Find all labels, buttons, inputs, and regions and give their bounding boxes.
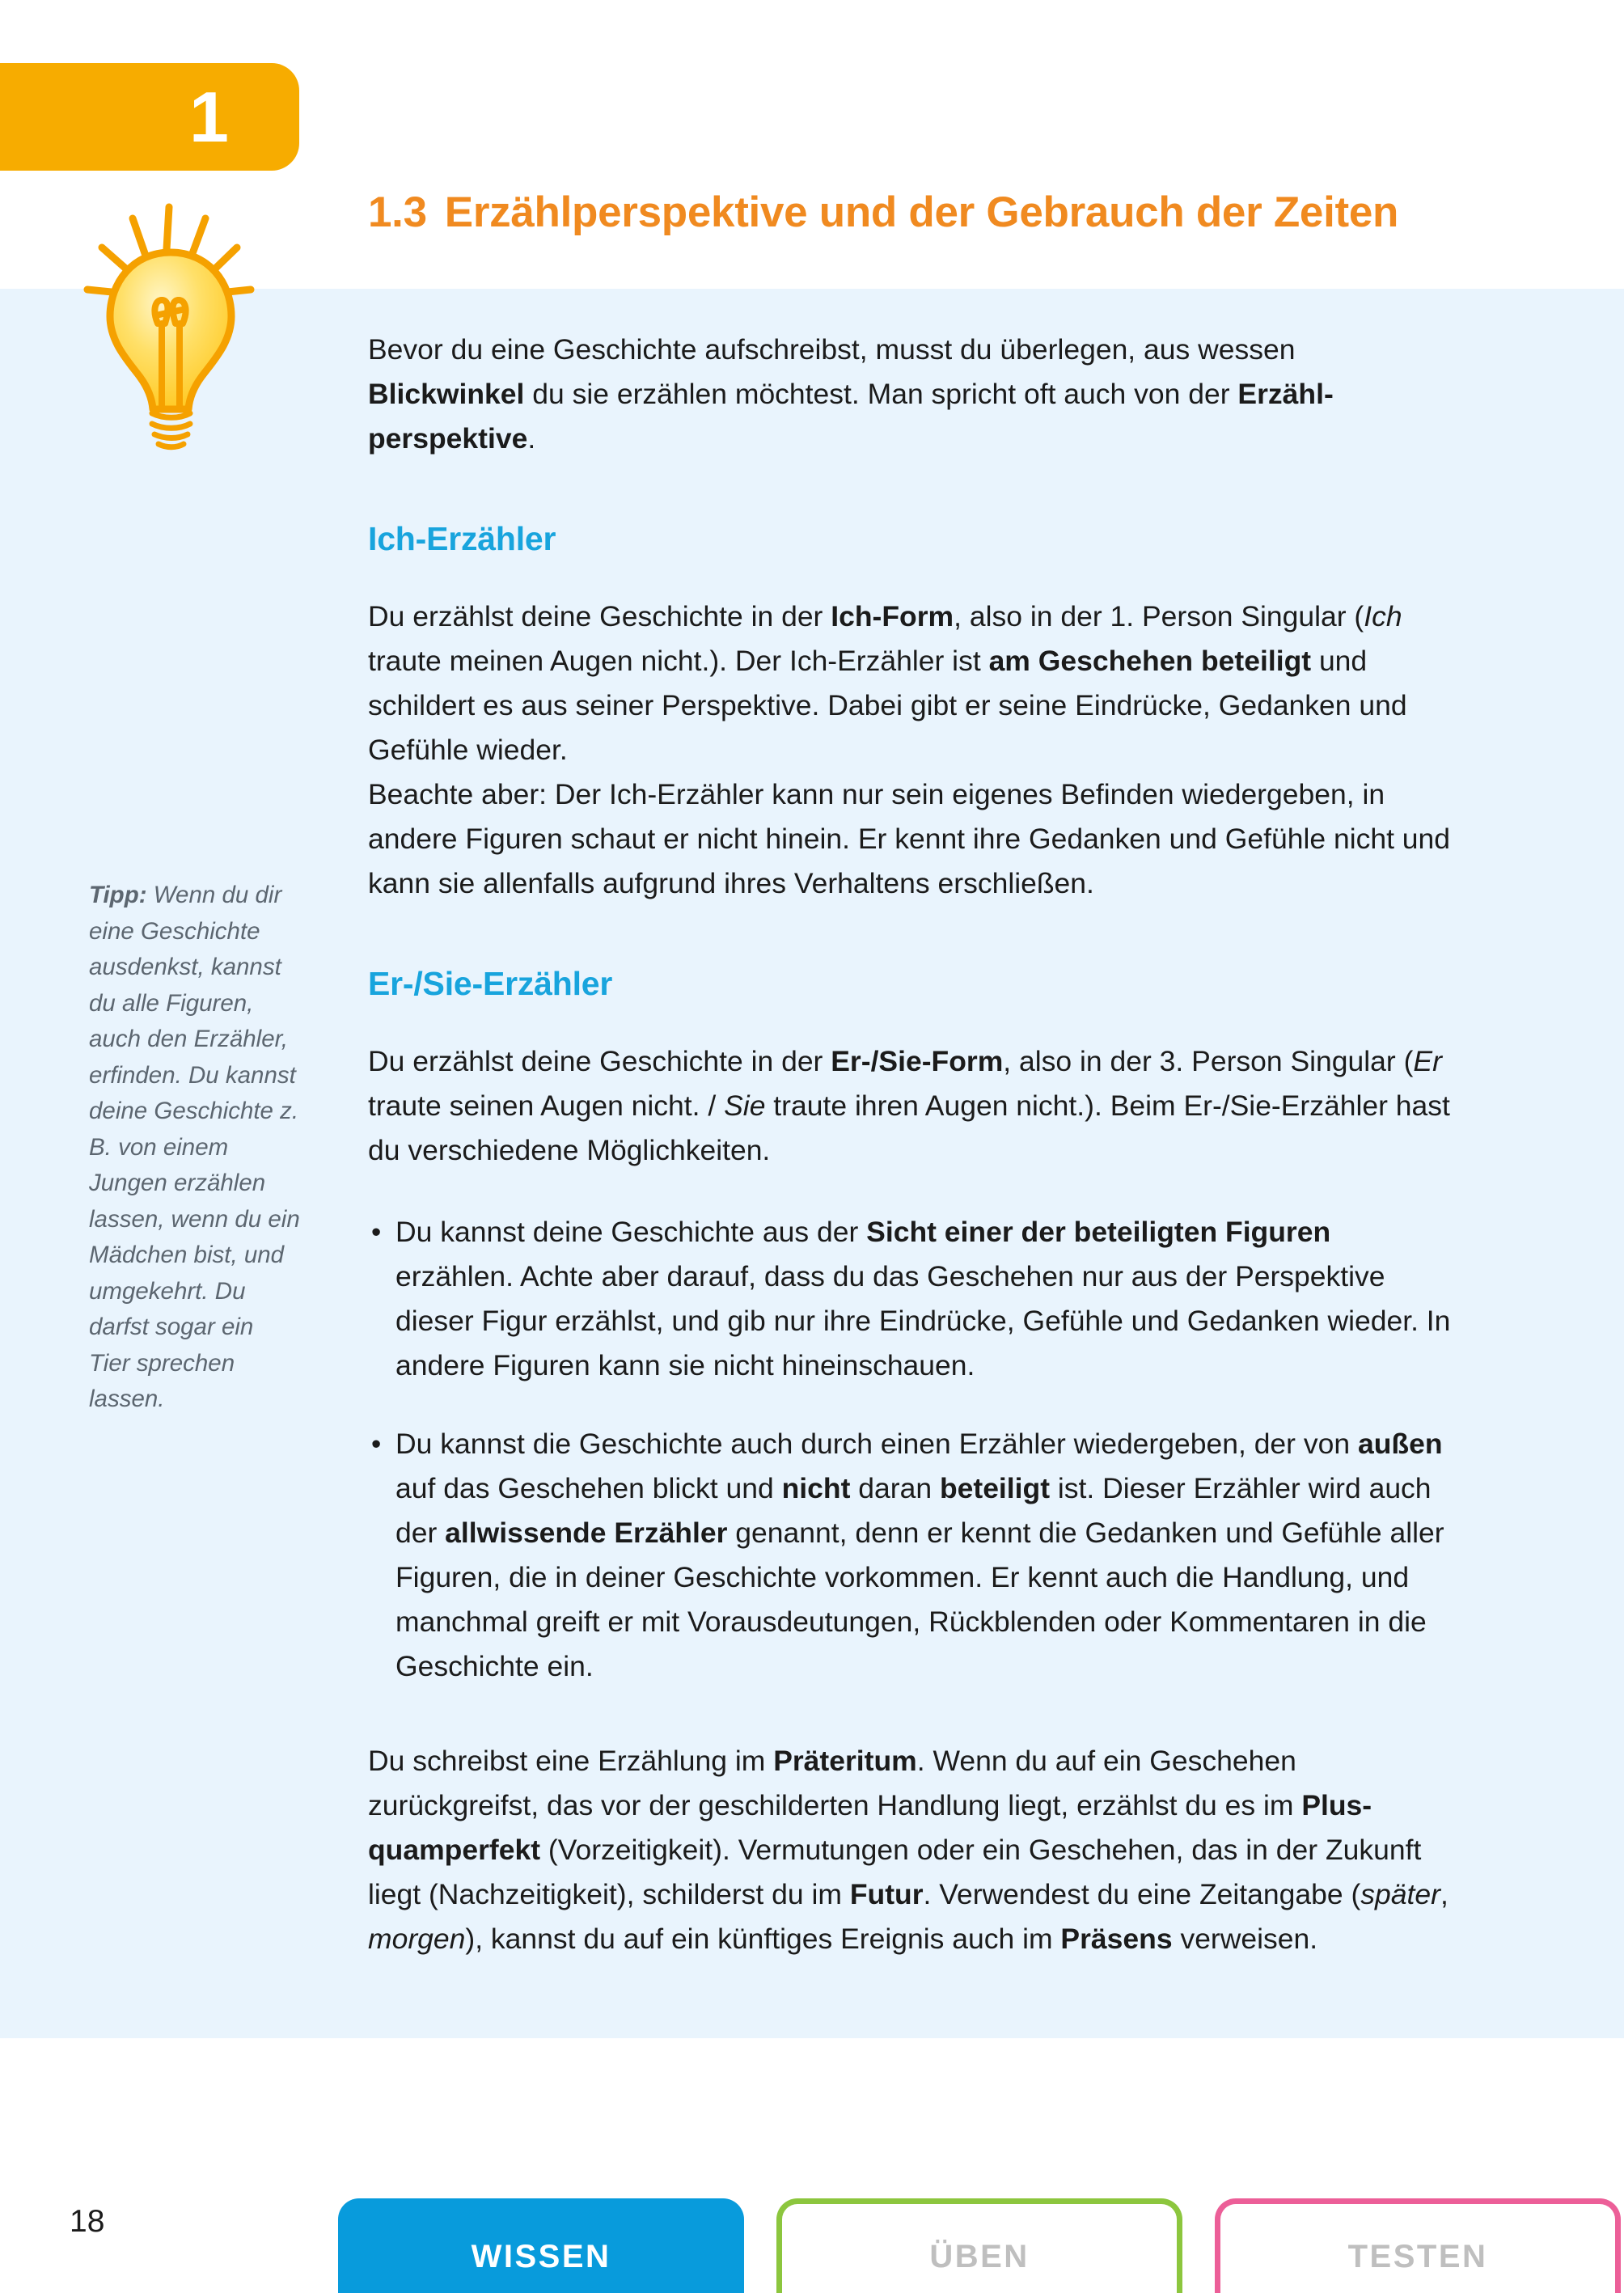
tab-ueben-label: ÜBEN xyxy=(929,2239,1030,2274)
text-run: traute seinen Augen nicht. / xyxy=(368,1089,725,1123)
section-number: 1.3 xyxy=(368,188,427,236)
text-run: traute ihren Augen nicht.). Beim Er-/Sie-Erzähler hast du verschiedene Möglichkeiten. xyxy=(368,1089,1450,1167)
er-sie-bullet-list xyxy=(368,1210,1456,1689)
intro-end: . xyxy=(527,422,536,455)
text-run: und schildert es aus seiner Perspektive. Dabei gibt er seine Eindrücke, Gedanken und Gefühle wieder. xyxy=(368,645,1407,767)
italic-er: Er xyxy=(1413,1045,1442,1078)
bold-sicht-figuren: Sicht einer der beteiligten Figuren xyxy=(866,1216,1331,1249)
chapter-badge xyxy=(0,63,299,171)
spacer xyxy=(368,1173,1456,1210)
text-run: Du erzählst deine Geschichte in der xyxy=(368,1045,831,1078)
spacer xyxy=(368,1002,1456,1039)
intro-mid: du sie erzählen möchtest. Man spricht oft auch von der xyxy=(524,378,1238,410)
tenses-paragraph xyxy=(368,1739,1456,1961)
bold-er-sie-form: Er-/Sie-Form xyxy=(831,1045,1004,1078)
intro-paragraph xyxy=(368,328,1456,461)
text-run: Du schreibst eine Erzählung im xyxy=(368,1745,774,1778)
ich-erzaehler-paragraph-1 xyxy=(368,594,1456,772)
subheading-ich-erzaehler: Ich-Erzähler xyxy=(368,520,556,557)
intro-bold-blickwinkel: Blickwinkel xyxy=(368,378,525,410)
italic-spaeter: später xyxy=(1360,1878,1440,1911)
bold-am-geschehen-beteiligt: am Geschehen beteiligt xyxy=(988,645,1312,678)
list-item xyxy=(368,1422,1456,1689)
text-run: (Vorzeitigkeit). Vermutungen oder ein Geschehen, das in der Zukunft liegt (Nachzeitigkeit), schilderst du im xyxy=(368,1834,1422,1911)
text-run: erzählen. Achte aber darauf, dass du das Geschehen nur aus der Perspektive dieser Figur erzählst, und gib nur ihre Eindrücke, Gefühle und Gedanken wieder. In andere Figuren kann sie nicht hineinschauen. xyxy=(395,1260,1451,1382)
tab-wissen[interactable] xyxy=(338,2198,744,2293)
text-run: Du kannst die Geschichte auch durch einen Erzähler wiedergeben, der von xyxy=(395,1428,1358,1461)
text-run: . Verwendest du eine Zeitangabe ( xyxy=(923,1878,1361,1911)
page-title xyxy=(368,188,1398,237)
text-run: , also in der 3. Person Singular ( xyxy=(1003,1045,1414,1078)
italic-morgen: morgen xyxy=(368,1923,466,1956)
text-run: ist. Dieser Erzähler wird auch der xyxy=(395,1472,1432,1550)
page-number: 18 xyxy=(70,2204,105,2239)
bold-nicht: nicht xyxy=(781,1472,851,1505)
tab-wissen-label: WISSEN xyxy=(471,2239,611,2274)
text-run: , xyxy=(1440,1878,1448,1911)
bold-aussen: außen xyxy=(1357,1428,1443,1461)
text-run: verweisen. xyxy=(1172,1923,1318,1956)
subheading-er-sie-erzaehler: Er-/Sie-Erzähler xyxy=(368,965,613,1003)
text-run: daran xyxy=(850,1472,940,1505)
spacer xyxy=(368,557,1456,594)
italic-sie: Sie xyxy=(724,1089,766,1123)
bold-futur: Futur xyxy=(849,1878,924,1911)
text-run: . Wenn du auf ein Geschehen zurückgreifst, das vor der geschilderten Handlung liegt, erzählst du es im xyxy=(368,1745,1302,1822)
footer-tabs xyxy=(338,2198,1624,2293)
bold-beteiligt: beteiligt xyxy=(939,1472,1051,1505)
main-text-column xyxy=(368,328,1456,1961)
bold-praesens: Präsens xyxy=(1060,1923,1173,1956)
side-tip-note xyxy=(89,878,301,1418)
ich-erzaehler-paragraph-2: Beachte aber: Der Ich-Erzähler kann nur sein eigenes Befinden wiedergeben, in andere Figuren schaut er nicht hinein. Er kennt ihre Gedanken und Gefühle nicht und kann sie allenfalls aufgrund ihres Verhaltens erschließen. xyxy=(368,778,1451,900)
bold-allwissende-erzaehler: allwissende Erzähler xyxy=(445,1517,728,1550)
intro-bold-erzaehl: Erzähl- xyxy=(1237,378,1334,410)
text-run: auf das Geschehen blickt und xyxy=(395,1472,782,1505)
spacer xyxy=(368,461,1456,521)
tip-label: Tipp: xyxy=(89,882,147,908)
text-run: , also in der 1. Person Singular ( xyxy=(954,600,1364,633)
list-item xyxy=(368,1210,1456,1388)
intro-line-1: Bevor du eine Geschichte aufschreibst, musst du überlegen, aus wessen xyxy=(368,333,1296,366)
tab-ueben[interactable] xyxy=(776,2198,1182,2293)
lightbulb-icon xyxy=(78,202,264,453)
section-title-text: Erzählperspektive und der Gebrauch der Zeiten xyxy=(444,188,1399,236)
intro-bold-perspektive: perspektive xyxy=(368,422,528,455)
text-run: Du kannst deine Geschichte aus der xyxy=(395,1216,867,1249)
spacer xyxy=(368,906,1456,966)
bold-ich-form: Ich-Form xyxy=(831,600,954,633)
text-run: genannt, denn er kennt die Gedanken und Gefühle aller Figuren, die in deiner Geschichte vorkommen. Er kennt auch die Handlung, und manchmal greift er mit Vorausdeutungen, Rückblenden oder Kommentaren in die Geschichte ein. xyxy=(395,1517,1444,1683)
tab-testen-label: TESTEN xyxy=(1347,2239,1488,2274)
bold-praeteritum: Präteritum xyxy=(773,1745,917,1778)
text-run: ), kannst du auf ein künftiges Ereignis auch im xyxy=(465,1923,1061,1956)
chapter-number: 1 xyxy=(189,76,228,157)
spacer xyxy=(368,1689,1456,1739)
bold-plus: Plus- xyxy=(1301,1789,1372,1822)
tip-text: Wenn du dir eine Geschichte ausdenkst, kannst du alle Figuren, auch den Erzähler, erfinden. Du kannst deine Geschichte z. B. von einem Jungen erzählen lassen, wenn du ein Mädchen bist, und umgekehrt. Du darfst sogar ein Tier sprechen lassen. xyxy=(89,882,300,1412)
tab-testen[interactable] xyxy=(1215,2198,1621,2293)
text-run: Du erzählst deine Geschichte in der xyxy=(368,600,831,633)
italic-ich: Ich xyxy=(1364,600,1402,633)
er-sie-paragraph-1 xyxy=(368,1039,1456,1173)
bold-quamperfekt: quamperfekt xyxy=(368,1834,541,1867)
text-run: traute meinen Augen nicht.). Der Ich-Erzähler ist xyxy=(368,645,989,678)
